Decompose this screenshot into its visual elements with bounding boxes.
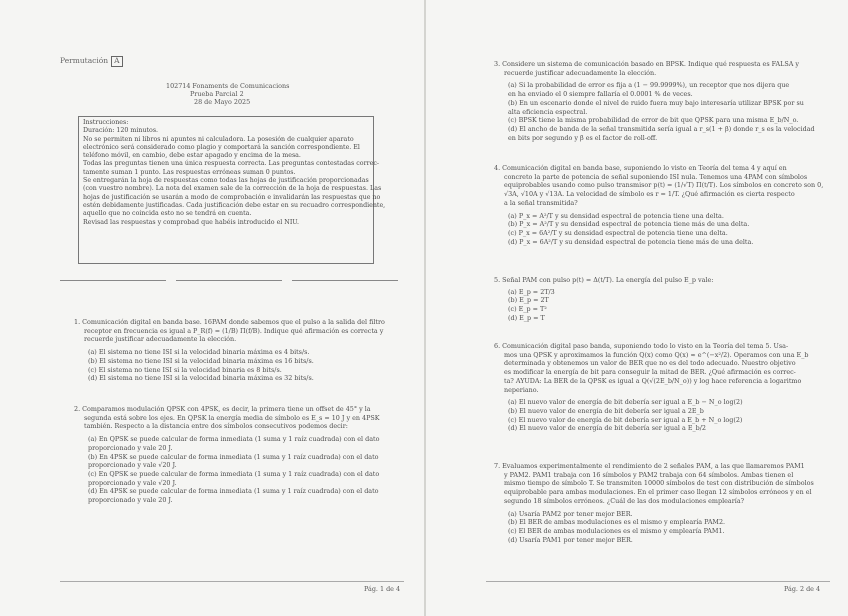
answer-option: proporcionado y vale √20 J. xyxy=(88,461,177,470)
question-stem: 6. Comunicación digital paso banda, suponiendo todo lo visto en la Teoría del tema 5. Usa- xyxy=(494,342,789,350)
answer-option: (b) El sistema no tiene ISI si la velocidad binaria máxima es 16 bits/s. xyxy=(88,356,314,365)
instructions-line: electrónico será considerado como plagio y comportará la sanción correspondiente. El xyxy=(83,143,360,151)
question-stem: a la señal transmitida? xyxy=(504,198,578,207)
question-stem: equiprobables usando como pulso transmisor p(t) = (1/√T) Π(t/T). Los símbolos en concreto son 0, xyxy=(504,181,824,190)
footer-rule xyxy=(60,581,404,582)
question-stem: equiprobable para ambas modulaciones. En el primer caso llegan 12 símbolos erróneos y en el xyxy=(504,488,812,497)
answer-option: (a) Usaría PAM2 por tener mejor BER. xyxy=(508,509,633,518)
footer-rule xyxy=(486,581,830,582)
instructions-line: (con vuestro nombre). La nota del examen sale de la corrección de la hoja de respuestas. Las xyxy=(83,185,382,193)
answer-option: (b) El nuevo valor de energía de bit debería ser igual a 2E_b xyxy=(508,406,704,415)
answer-option: (d) El sistema no tiene ISI si la velocidad binaria máxima es 32 bits/s. xyxy=(88,374,314,383)
question-stem: determinada y obtenemos un valor de BER que no es del todo adecuado. Nuestro objetivo xyxy=(504,359,796,368)
answer-option: (d) E_p = T xyxy=(508,313,545,322)
question-1 xyxy=(74,318,385,383)
question-stem: neperiano. xyxy=(504,385,539,394)
question-5 xyxy=(494,276,713,323)
answer-option: (a) Si la probabilidad de error es fija a (1 − 99.9999%), un receptor que nos dijera que xyxy=(508,81,790,90)
question-stem: 2. Comparamos modulación QPSK con 4PSK, es decir, la primera tiene un offset de 45° y la xyxy=(74,405,371,413)
instructions-line: aquello que no coincida esto no se tendrá en cuenta. xyxy=(83,210,252,218)
answer-option: proporcionado y vale √20 J. xyxy=(88,478,177,487)
answer-option: alta eficiencia espectral. xyxy=(508,107,588,116)
header-rule xyxy=(292,280,398,281)
course-title: 102714 Fonaments de Comunicacions xyxy=(166,82,290,90)
question-stem: 1. Comunicación digital en banda base. 16PAM donde sabemos que el pulso a la salida del filtro xyxy=(74,318,385,326)
question-stem: y PAM2. PAM1 trabaja con 16 símbolos y PAM2 trabaja con 64 símbolos. Ambas tienen el xyxy=(504,470,794,479)
question-stem: 4. Comunicación digital en banda base, suponiendo lo visto en Teoría del tema 4 y aquí en xyxy=(494,164,787,172)
answer-option: (a) En QPSK se puede calcular de forma inmediata (1 suma y 1 raíz cuadrada) con el dato xyxy=(88,435,380,444)
question-stem: recuerde justificar adecuadamente la elección. xyxy=(504,68,657,77)
question-2 xyxy=(74,405,380,505)
answer-option: (a) E_p = 2T/3 xyxy=(508,287,555,296)
question-stem: ta? AYUDA: La BER de la QPSK es igual a Q(√(2E_b/N_o)) y log hace referencia a logaritmo xyxy=(504,376,802,385)
question-stem: 3. Considere un sistema de comunicación basado en BPSK. Indique qué respuesta es FALSA y xyxy=(494,60,800,68)
answer-option: (c) P_x = 6A²/T y su densidad espectral de potencia tiene una delta. xyxy=(508,228,728,237)
question-stem: 7. Evaluamos experimentalmente el rendimiento de 2 señales PAM, a las que llamaremos PAM1 xyxy=(494,462,805,470)
answer-option: (b) En un escenario donde el nivel de ruido fuera muy bajo interesaría utilizar BPSK por su xyxy=(508,98,804,107)
page-number: Pág. 1 de 4 xyxy=(364,585,401,593)
instructions-line: hojas de justificación se usarán a modo de comprobación e invalidarán las respuestas que no xyxy=(83,193,381,201)
answer-option: (b) En 4PSK se puede calcular de forma inmediata (1 suma y 1 raíz cuadrada) con el dato xyxy=(88,452,379,461)
answer-option: (d) El nuevo valor de energía de bit debería ser igual a E_b/2 xyxy=(508,424,706,433)
question-4 xyxy=(494,164,823,246)
question-stem: mos una QPSK y aproximamos la función Q(x) como Q(x) ≈ e^(−x²/2). Operamos con una E_b xyxy=(504,350,809,359)
answer-option: en ha enviado el 0 siempre fallaría el 0.0001 % de veces. xyxy=(508,90,693,99)
exam-date: 28 de Mayo 2025 xyxy=(194,98,251,106)
instructions-line: teléfono móvil, en cambio, debe estar apagado y encima de la mesa. xyxy=(83,152,301,160)
question-stem: también. Respecto a la distancia entre dos símbolos consecutivos podemos decir: xyxy=(84,422,348,431)
header-rule xyxy=(176,280,282,281)
answer-option: (d) El ancho de banda de la señal transmitida sería igual a r_s(1 + β) donde r_s es la velocidad xyxy=(508,124,815,133)
answer-option: (d) En 4PSK se puede calcular de forma inmediata (1 suma y 1 raíz cuadrada) con el dato xyxy=(88,487,379,496)
question-3 xyxy=(494,60,815,142)
question-stem: segundo 18 símbolos erróneos. ¿Cuál de las dos modulaciones emplearía? xyxy=(504,496,745,505)
answer-option: (b) P_x = A²/T y su densidad espectral de potencia tiene más de una delta. xyxy=(508,220,750,229)
answer-option: (c) El sistema no tiene ISI si la velocidad binaria es 8 bits/s. xyxy=(88,365,282,374)
instructions-line: Se entregarán la hoja de respuestas como todas las hojas de justificación proporcionadas xyxy=(83,177,369,185)
answer-option: (c) En QPSK se puede calcular de forma inmediata (1 suma y 1 raíz cuadrada) con el dato xyxy=(88,469,380,478)
question-stem: es modificar la energía de bit para conseguir la mitad de BER. ¿Qué afirmación es correc- xyxy=(504,368,796,377)
answer-option: proporcionado y vale 20 J. xyxy=(88,496,173,505)
question-6 xyxy=(494,342,809,433)
answer-option: (b) El BER de ambas modulaciones es el mismo y emplearía PAM2. xyxy=(508,518,726,527)
answer-option: (c) E_p = T² xyxy=(508,305,547,314)
answer-option: (a) P_x = A²/T y su densidad espectral de potencia tiene una delta. xyxy=(508,211,724,220)
permutation-label: Permutación A xyxy=(60,56,123,67)
instructions-line: estén debidamente justificadas. Cada justificación debe estar en su recuadro correspondiente, xyxy=(83,201,386,209)
instructions-box xyxy=(78,116,386,264)
answer-option: (a) El sistema no tiene ISI si la velocidad binaria máxima es 4 bits/s. xyxy=(88,348,310,357)
question-stem: receptor en frecuencia es igual a P_R(f) = (1/B) Π(f/B). Indique qué afirmación es correcta y xyxy=(84,326,384,335)
instructions-line: Instrucciones: xyxy=(83,119,129,126)
answer-option: (b) E_p = 2T xyxy=(508,296,549,305)
exam-title: Prueba Parcial 2 xyxy=(190,90,244,98)
question-stem: √3A, √10A y √13A. La velocidad de símbolo es r = 1/T. ¿Qué afirmación es cierta respecto xyxy=(504,190,795,199)
answer-option: (d) Usaría PAM1 por tener mejor BER. xyxy=(508,535,633,544)
answer-option: (c) BPSK tiene la misma probabilidad de error de bit que QPSK para una misma E_b/N_o. xyxy=(508,116,799,125)
question-stem: 5. Señal PAM con pulso p(t) = Δ(t/T). La energía del pulso E_p vale: xyxy=(494,276,714,284)
answer-option: (c) El BER de ambas modulaciones es el mismo y emplearía PAM1. xyxy=(508,526,725,535)
instructions-line: Todas las preguntas tienen una única respuesta correcta. Las preguntas contestadas correc- xyxy=(83,160,379,168)
page-number: Pág. 2 de 4 xyxy=(784,585,821,593)
permutation-box: A xyxy=(111,56,122,67)
answer-option: (c) El nuevo valor de energía de bit debería ser igual a E_b + N_o log(2) xyxy=(508,415,743,424)
exam-page-right xyxy=(426,0,848,616)
question-stem: segunda está sobre los ejes. En QPSK la energía media de símbolo es E_s = 10 J y en 4PSK xyxy=(84,413,380,422)
instructions-line: Duración: 120 minutos. xyxy=(83,127,159,135)
answer-option: (a) El nuevo valor de energía de bit debería ser igual a E_b − N_o log(2) xyxy=(508,398,743,407)
instructions-line: No se permiten ni libros ni apuntes ni calculadora. La posesión de cualquier aparato xyxy=(83,135,354,143)
answer-option: en bits por segundo y β es el factor de roll-off. xyxy=(508,133,658,142)
question-stem: concreto la parte de potencia de señal suponiendo ISI nula. Tenemos una 4PAM con símbolos xyxy=(504,172,808,181)
answer-option: proporcionado y vale 20 J. xyxy=(88,443,173,452)
instructions-line: Revisad las respuestas y comprobad que habéis introducido el NIU. xyxy=(83,218,300,226)
question-stem: recuerde justificar adecuadamente la elección. xyxy=(84,335,237,344)
question-stem: mismo tiempo de símbolo T. Se transmiten 10000 símbolos de test con distribución de símbolos xyxy=(504,479,814,488)
header-rule xyxy=(60,280,166,281)
answer-option: (d) P_x = 6A²/T y su densidad espectral de potencia tiene más de una delta. xyxy=(508,237,754,246)
instructions-line: tamente suman 1 punto. Las respuestas erróneas suman 0 puntos. xyxy=(83,168,296,176)
question-7 xyxy=(494,462,814,544)
